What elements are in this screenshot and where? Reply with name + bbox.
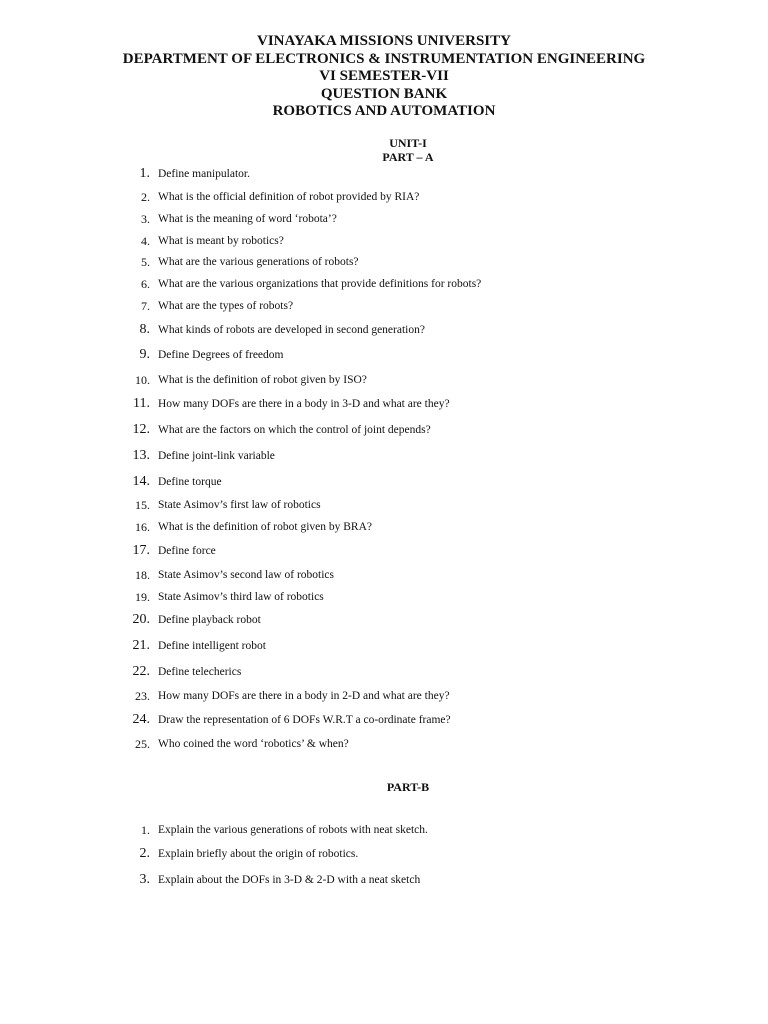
- question-number: 5.: [141, 255, 150, 269]
- question-text: Who coined the word ‘robotics’ & when?: [158, 738, 349, 750]
- question-text: Define Degrees of freedom: [158, 349, 284, 361]
- question-number: 19.: [135, 590, 150, 604]
- question-number: 10.: [135, 373, 150, 387]
- question-number: 13.: [132, 448, 150, 463]
- university-name: VINAYAKA MISSIONS UNIVERSITY: [257, 33, 511, 49]
- question-number: 4.: [141, 234, 150, 248]
- question-text: Explain the various generations of robots with neat sketch.: [158, 824, 428, 836]
- question-text: What is the meaning of word ‘robota’?: [158, 213, 337, 225]
- question-number: 21.: [132, 638, 150, 653]
- semester: VI SEMESTER-VII: [319, 68, 449, 84]
- question-number: 9.: [139, 347, 150, 362]
- question-number: 17.: [132, 543, 150, 558]
- question-number: 18.: [135, 568, 150, 582]
- question-text: State Asimov’s third law of robotics: [158, 591, 324, 603]
- unit-heading: UNIT-I: [389, 136, 427, 150]
- question-text: What is meant by robotics?: [158, 235, 284, 247]
- question-number: 15.: [135, 498, 150, 512]
- question-text: What are the factors on which the control of joint depends?: [158, 424, 431, 436]
- question-number: 23.: [135, 689, 150, 703]
- question-number: 6.: [141, 277, 150, 291]
- question-number: 12.: [132, 422, 150, 437]
- question-number: 3.: [139, 872, 150, 887]
- question-text: What are the various organizations that provide definitions for robots?: [158, 278, 482, 290]
- document-header: [0, 33, 768, 121]
- question-text: Define torque: [158, 476, 222, 488]
- subject-title: ROBOTICS AND AUTOMATION: [272, 103, 496, 119]
- question-text: Define playback robot: [158, 614, 261, 626]
- question-text: Define telecherics: [158, 666, 242, 678]
- question-text: Explain briefly about the origin of robotics.: [158, 848, 359, 860]
- question-text: State Asimov’s second law of robotics: [158, 569, 334, 581]
- question-text: Define intelligent robot: [158, 640, 266, 652]
- question-number: 11.: [133, 396, 150, 411]
- question-text: What kinds of robots are developed in second generation?: [158, 324, 425, 336]
- question-text: What is the official definition of robot provided by RIA?: [158, 191, 420, 203]
- question-text: How many DOFs are there in a body in 3-D and what are they?: [158, 398, 450, 410]
- question-text: Define force: [158, 545, 216, 557]
- question-text: What are the types of robots?: [158, 300, 294, 312]
- document-type: QUESTION BANK: [320, 85, 448, 102]
- question-number: 8.: [139, 322, 150, 337]
- question-number: 7.: [141, 299, 150, 313]
- part-b-heading: PART-B: [386, 780, 430, 794]
- question-number: 25.: [135, 737, 150, 751]
- question-text: How many DOFs are there in a body in 2-D and what are they?: [158, 690, 450, 702]
- question-number: 2.: [141, 190, 150, 204]
- question-number: 22.: [132, 664, 150, 679]
- part-a-heading: PART – A: [382, 150, 434, 164]
- question-text: State Asimov’s first law of robotics: [158, 499, 321, 511]
- question-text: What is the definition of robot given by ISO?: [158, 374, 367, 386]
- department-name: DEPARTMENT OF ELECTRONICS & INSTRUMENTATION ENGINEERING: [122, 50, 646, 67]
- question-number: 1.: [139, 166, 150, 181]
- question-number: 20.: [132, 612, 150, 627]
- question-text: What is the definition of robot given by BRA?: [158, 521, 372, 533]
- question-number: 3.: [141, 212, 150, 226]
- question-text: What are the various generations of robots?: [158, 256, 359, 268]
- question-text: Explain about the DOFs in 3-D & 2-D with a neat sketch: [158, 874, 421, 886]
- question-number: 16.: [135, 520, 150, 534]
- question-number: 24.: [132, 712, 150, 727]
- question-number: 14.: [132, 474, 150, 489]
- question-text: Define manipulator.: [158, 168, 250, 180]
- question-number: 2.: [139, 846, 150, 861]
- question-number: 1.: [141, 823, 150, 837]
- question-text: Define joint-link variable: [158, 450, 275, 462]
- question-text: Draw the representation of 6 DOFs W.R.T a co-ordinate frame?: [158, 714, 451, 726]
